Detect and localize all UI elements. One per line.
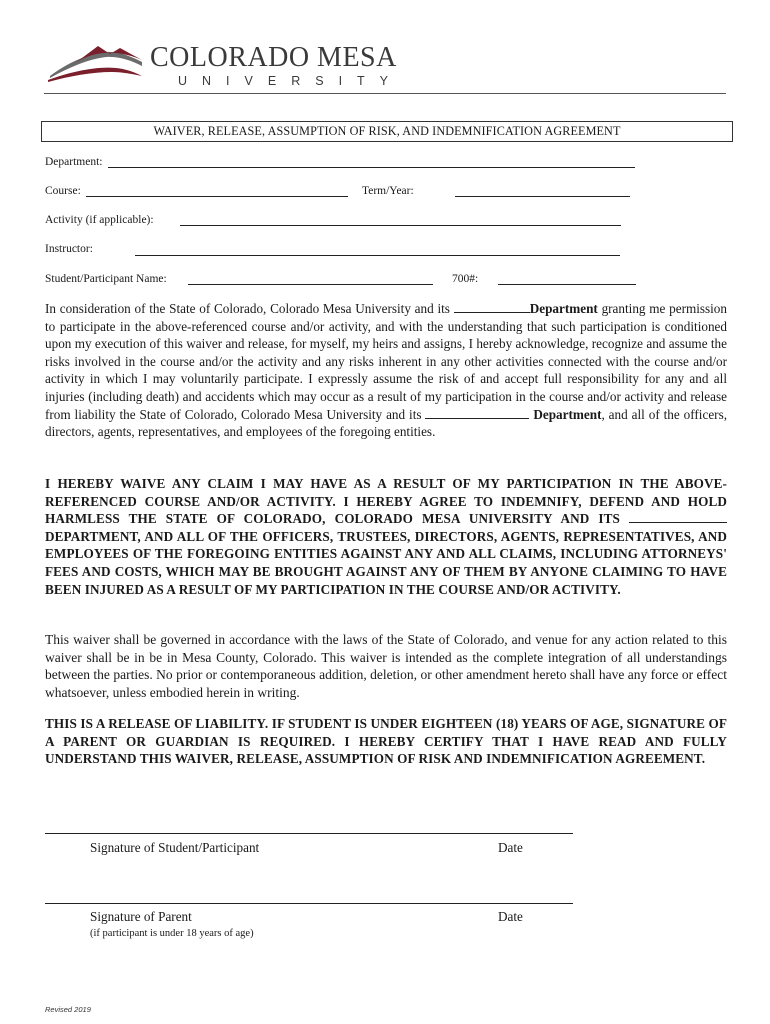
paragraph-text: In consideration of the State of Colorado, Colorado Mesa University and its	[45, 301, 454, 316]
instructor-label: Instructor:	[45, 243, 93, 255]
student-name-field[interactable]	[188, 284, 433, 285]
parent-signature-label: Signature of Parent	[90, 909, 192, 924]
id-number-label: 700#:	[452, 273, 479, 285]
student-signature-line[interactable]	[45, 833, 573, 834]
department-field[interactable]	[108, 167, 635, 168]
parent-date-label: Date	[498, 909, 523, 924]
department-word: Department	[533, 406, 602, 422]
department-blank[interactable]	[454, 300, 530, 313]
term-year-label: Term/Year:	[362, 185, 414, 197]
student-date-label: Date	[498, 840, 523, 855]
revision-note: Revised 2019	[45, 1005, 91, 1014]
course-field[interactable]	[86, 196, 348, 197]
mountain-logo-icon	[46, 42, 146, 82]
parent-signature-line[interactable]	[45, 903, 573, 904]
activity-label: Activity (if applicable):	[45, 214, 154, 226]
term-year-field[interactable]	[455, 196, 630, 197]
governing-law-paragraph: This waiver shall be governed in accordance with the laws of the State of Colorado, and venue for any action related to this waiver shall be in be in Mesa County, Colorado. This waiver is intended as the complete integration of all understandings between the parties. No prior or contemporaneous addition, deletion, or other amendment hereto shall have any force or effect whatsoever, unless embodied herein in writing.	[45, 632, 727, 700]
paragraph-text: I HEREBY WAIVE ANY CLAIM I MAY HAVE AS A RESULT OF MY PARTICIPATION IN THE ABOVE-REFERENCED COURSE AND/OR ACTIVITY. I HEREBY AGREE TO INDEMNIFY, DEFEND AND HOLD HARMLESS THE STATE OF COLORADO, COLORADO MESA UNIVERSITY AND ITS	[45, 476, 727, 527]
consideration-paragraph	[45, 300, 727, 441]
university-name: COLORADO MESA	[150, 42, 397, 73]
department-blank[interactable]	[629, 510, 727, 523]
parent-signature-note: (if participant is under 18 years of age)	[90, 928, 254, 939]
header-divider	[44, 93, 726, 94]
paragraph-text: , and all of the officers, directors, agents, representatives, and employees of the foregoing entities.	[45, 406, 727, 440]
department-word: Department	[529, 301, 598, 316]
student-signature-label: Signature of Student/Participant	[90, 840, 260, 855]
form-title: WAIVER, RELEASE, ASSUMPTION OF RISK, AND INDEMNIFICATION AGREEMENT	[41, 121, 733, 142]
waiver-claim-paragraph	[45, 475, 727, 598]
release-of-liability-paragraph: THIS IS A RELEASE OF LIABILITY. IF STUDENT IS UNDER EIGHTEEN (18) YEARS OF AGE, SIGNATURE OF A PARENT OR GUARDIAN IS REQUIRED. I HEREBY CERTIFY THAT I HAVE READ AND FULLY UNDERSTAND THIS WAIVER, RELEASE, ASSUMPTION OF RISK AND INDEMNIFICATION AGREEMENT.	[45, 716, 727, 767]
paragraph-text: granting me permission to participate in the above-referenced course and/or activity, and with the understanding that such participation is conditioned upon my execution of this waiver and release, for myself, my heirs and assigns, I hereby acknowledge, recognize and assume the risks involved in the course and/or the activity and any risks inherent in any other activities connected with the course and/or activity in which I may voluntarily participate. I expressly assume the risk of and accept full responsibility for any and all injuries (including death) and accidents which may occur as a result of my participation in the course and/or activity and release from liability the State of Colorado, Colorado Mesa University and its	[45, 301, 727, 422]
department-label: Department:	[45, 156, 103, 168]
department-blank[interactable]	[425, 406, 529, 419]
id-number-field[interactable]	[498, 284, 636, 285]
university-subtitle: UNIVERSITY	[178, 74, 404, 88]
university-logo	[46, 40, 406, 92]
activity-field[interactable]	[180, 225, 621, 226]
paragraph-text: DEPARTMENT, AND ALL OF THE OFFICERS, TRUSTEES, DIRECTORS, AGENTS, REPRESENTATIVES, AND EMPLOYEES OF THE FOREGOING ENTITIES AGAINST ANY AND ALL CLAIMS, INCLUDING ATTORNEYS' FEES AND COSTS, WHICH MAY BE BROUGHT AGAINST ANY OF THEM BY ANYONE CLAIMING TO HAVE BEEN INJURED AS A RESULT OF MY PARTICIPATION IN THE COURSE AND/OR ACTIVITY.	[45, 528, 727, 597]
course-label: Course:	[45, 185, 81, 197]
student-name-label: Student/Participant Name:	[45, 273, 167, 285]
instructor-field[interactable]	[135, 255, 620, 256]
